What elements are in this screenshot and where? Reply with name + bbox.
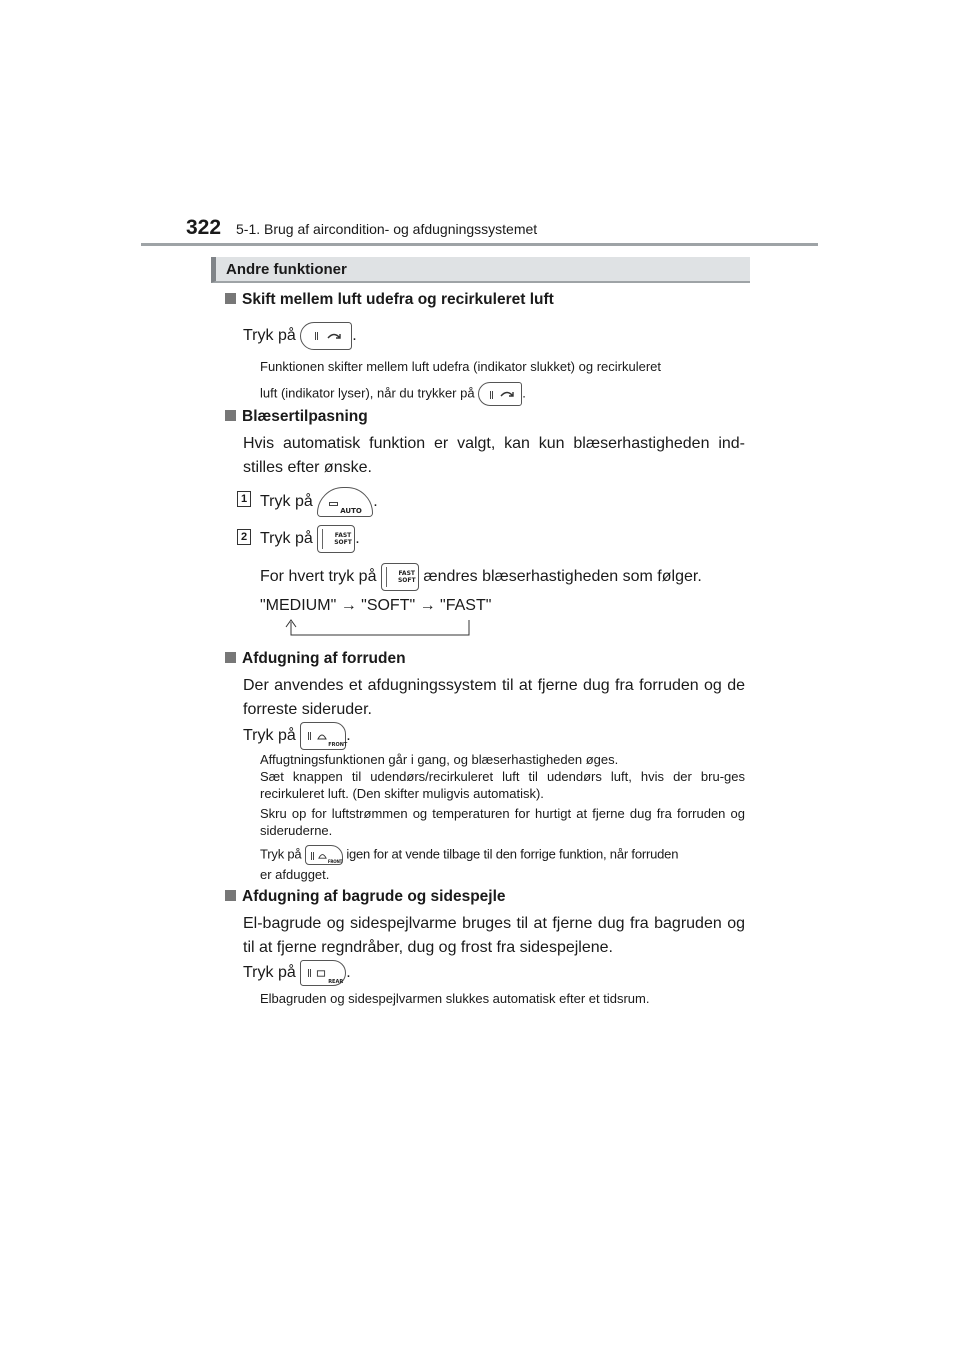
front-defog-press: Tryk på FRONT . [243,722,351,750]
header-rule [141,243,818,246]
fan-intro: Hvis automatisk funktion er valgt, kan kun blæserhastigheden ind-stilles efter ønske. [243,435,745,476]
square-bullet-icon [225,293,236,304]
square-bullet-icon [225,652,236,663]
recirc-note-line1: Funktionen skifter mellem luft udefra (indikator slukket) og recirkuleret [260,359,661,374]
square-bullet-icon [225,890,236,901]
fan-heading: Blæsertilpasning [225,408,368,426]
front-note2: Sæt knappen til udendørs/recirkuleret luft til udendørs luft, hvis der bru-ges recirkuleret luft. (Den skifter muligvis automatisk). [260,769,745,801]
square-bullet-icon [225,410,236,421]
rear-note: Elbagruden og sidespejlvarmen slukkes automatisk efter et tidsrum. [260,991,650,1006]
auto-button-icon: AUTO [317,487,373,517]
step-number-1: 1 [237,491,251,507]
recirculation-button-icon [478,382,522,406]
front-defog-heading: Afdugning af forruden [225,650,406,668]
front-note3: Skru op for luftstrømmen og temperaturen for hurtigt at fjerne dug fra forruden og sideruderne. [260,806,745,838]
front-defog-intro: Der anvendes et afdugningssystem til at fjerne dug fra forruden og de forreste sideruder. [243,677,745,718]
section-title: Andre funktioner [226,261,347,278]
fan-step2: Tryk på FAST SOFT . [260,525,360,553]
step-number-2: 2 [237,529,251,545]
fan-each-press: For hvert tryk på FAST SOFT ændres blæserhastigheden som følger. [260,563,702,591]
recirculation-button-icon [300,322,352,350]
chapter-title: 5-1. Brug af aircondition- og afdugningssystemet [236,221,538,237]
front-defogger-button-icon: FRONT [305,845,343,865]
recirc-press-line: Tryk på . [243,322,357,350]
fan-step1: Tryk på AUTO . [260,487,378,517]
cycle-arrow-icon [282,618,472,640]
page-number: 322 [186,216,222,239]
front-defogger-button-icon: FRONT [300,722,346,750]
rear-defogger-button-icon: REAR [300,960,346,986]
fan-speed-button-icon: FAST SOFT [381,563,419,591]
rear-defog-press: Tryk på REAR . [243,960,351,986]
rear-defog-heading: Afdugning af bagrude og sidespejle [225,888,506,906]
section-heading-bar [211,257,750,283]
fan-sequence: "MEDIUM" → "SOFT" → "FAST" [260,597,492,614]
front-note1: Affugtningsfunktionen går i gang, og blæserhastigheden øges. [260,752,619,767]
recirc-note-line2: luft (indikator lyser), når du trykker på . [260,382,526,406]
fan-speed-button-icon: FAST SOFT [317,525,355,553]
recirc-heading: Skift mellem luft udefra og recirkuleret luft [225,291,554,309]
rear-defog-intro: El-bagrude og sidespejlvarme bruges til at fjerne dug fra bagruden og til at fjerne regndråber, dug og frost fra sidespejlene. [243,915,745,956]
front-note4: Tryk på FRONT igen for at vende tilbage til den forrige funktion, når forruden [260,846,679,864]
front-note4-end: er afdugget. [260,867,330,882]
